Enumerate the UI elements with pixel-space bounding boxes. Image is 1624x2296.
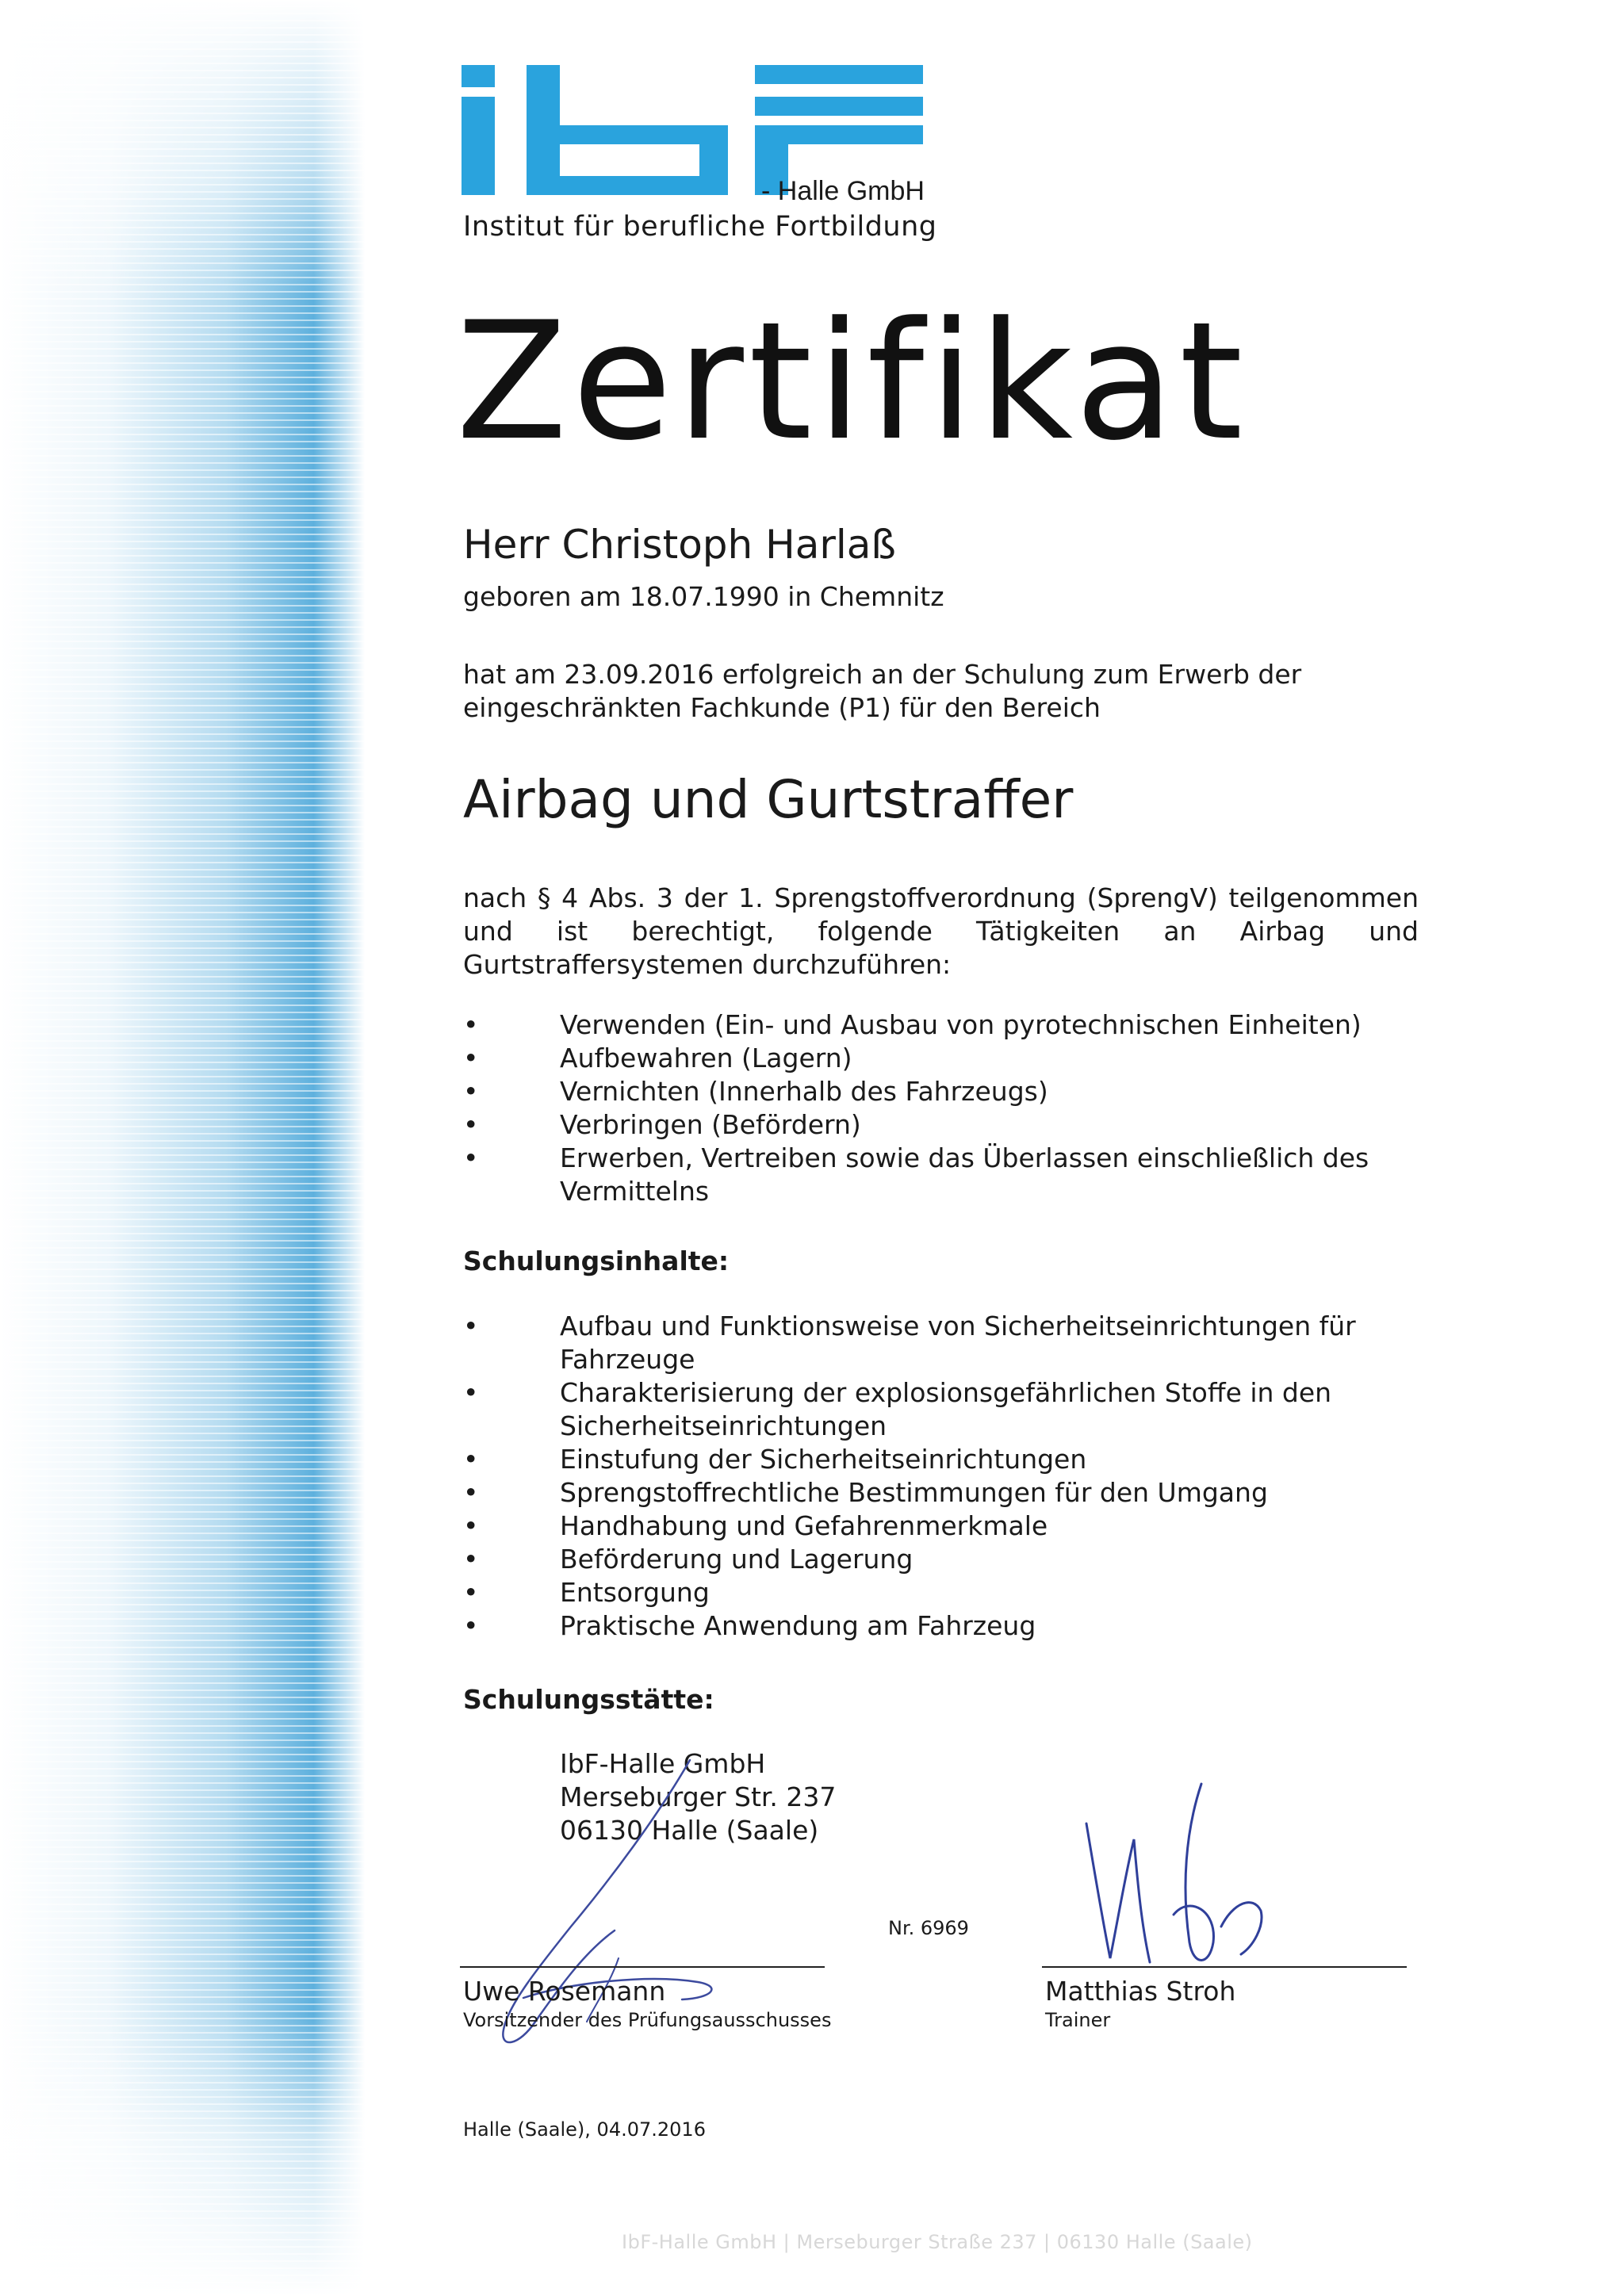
bullet: •: [463, 1009, 479, 1040]
list-item: [463, 1543, 1454, 1576]
bullet: •: [463, 1444, 479, 1475]
list-item-text: Praktische Anwendung am Fahrzeug: [560, 1610, 1036, 1641]
certificate-title: Zertifikat: [456, 288, 1248, 476]
signature-right: [1063, 1776, 1300, 1982]
signer-right-role: Trainer: [1045, 2009, 1111, 2031]
logo-subtitle: - Halle GmbH: [761, 176, 925, 206]
list-item-text: Handhabung und Gefahrenmerkmale: [560, 1510, 1048, 1541]
bullet: •: [463, 1544, 479, 1575]
bullet: •: [463, 1076, 479, 1107]
venue-heading: Schulungsstätte:: [463, 1684, 714, 1715]
certificate-number: Nr. 6969: [888, 1917, 969, 1939]
list-item-text: Charakterisierung der explosionsgefährlichen Stoffe in den Sicherheitseinrichtungen: [560, 1377, 1332, 1441]
list-item: [463, 1142, 1454, 1208]
list-item: [463, 1476, 1454, 1510]
bullet: •: [463, 1109, 479, 1140]
activities-list: [463, 1008, 1454, 1208]
contents-heading: Schulungsinhalte:: [463, 1246, 730, 1276]
list-item: [463, 1310, 1454, 1376]
list-item: [463, 1108, 1454, 1142]
recipient-name: Herr Christoph Harlaß: [463, 522, 896, 568]
list-item: [463, 1042, 1454, 1075]
bullet: •: [463, 1311, 479, 1341]
legal-text: nach § 4 Abs. 3 der 1. Sprengstoffverordnung (SprengV) teilgenommen und ist berechtigt, folgende Tätigkeiten an Airbag und Gurtstraffersystemen durchzuführen:: [463, 882, 1419, 980]
list-item-text: Erwerben, Vertreiben sowie das Überlassen einschließlich des Vermittelns: [560, 1142, 1369, 1207]
bullet: •: [463, 1043, 479, 1073]
list-item: [463, 1075, 1454, 1108]
list-item-text: Sprengstoffrechtliche Bestimmungen für den Umgang: [560, 1477, 1268, 1508]
venue-line-3: 06130 Halle (Saale): [560, 1815, 819, 1846]
signer-left-role: Vorsitzender des Prüfungsausschusses: [463, 2009, 832, 2031]
intro-text: hat am 23.09.2016 erfolgreich an der Schulung zum Erwerb der eingeschränkten Fachkunde (P1) für den Bereich: [463, 659, 1302, 723]
place-date: Halle (Saale), 04.07.2016: [463, 2118, 706, 2141]
list-item-text: Aufbau und Funktionsweise von Sicherheitseinrichtungen für Fahrzeuge: [560, 1311, 1356, 1375]
list-item-text: Verwenden (Ein- und Ausbau von pyrotechnischen Einheiten): [560, 1009, 1362, 1040]
list-item-text: Verbringen (Befördern): [560, 1109, 861, 1140]
institute-name: Institut für berufliche Fortbildung: [463, 211, 937, 243]
bullet: •: [463, 1477, 479, 1508]
stripe-fade-bottom: [0, 2014, 365, 2296]
bullet: •: [463, 1142, 479, 1173]
bullet: •: [463, 1610, 479, 1641]
training-area: Airbag und Gurtstraffer: [463, 769, 1074, 830]
birth-info: geboren am 18.07.1990 in Chemnitz: [463, 581, 944, 612]
signature-line-right: [1042, 1966, 1407, 1968]
stripe-fade-top: [0, 0, 365, 301]
venue-line-1: IbF-Halle GmbH: [560, 1748, 766, 1779]
list-item: [463, 1510, 1454, 1543]
bullet: •: [463, 1377, 479, 1408]
list-item: [463, 1443, 1454, 1476]
decorative-stripe-band: [0, 0, 365, 2296]
list-item: [463, 1576, 1454, 1609]
contents-list: [463, 1310, 1454, 1643]
list-item-text: Einstufung der Sicherheitseinrichtungen: [560, 1444, 1087, 1475]
list-item-text: Vernichten (Innerhalb des Fahrzeugs): [560, 1076, 1048, 1107]
list-item-text: Aufbewahren (Lagern): [560, 1043, 852, 1073]
list-item: [463, 1376, 1454, 1443]
signer-right-name: Matthias Stroh: [1045, 1976, 1236, 2007]
footer-address: IbF-Halle GmbH | Merseburger Straße 237 | 06130 Halle (Saale): [622, 2231, 1253, 2253]
list-item-text: Beförderung und Lagerung: [560, 1544, 914, 1575]
signature-line-left: [460, 1966, 825, 1968]
list-item: [463, 1609, 1454, 1643]
list-item-text: Entsorgung: [560, 1577, 710, 1608]
bullet: •: [463, 1577, 479, 1608]
bullet: •: [463, 1510, 479, 1541]
signer-left-name: Uwe Rosemann: [463, 1976, 666, 2007]
list-item: [463, 1008, 1454, 1042]
venue-line-2: Merseburger Str. 237: [560, 1781, 837, 1812]
